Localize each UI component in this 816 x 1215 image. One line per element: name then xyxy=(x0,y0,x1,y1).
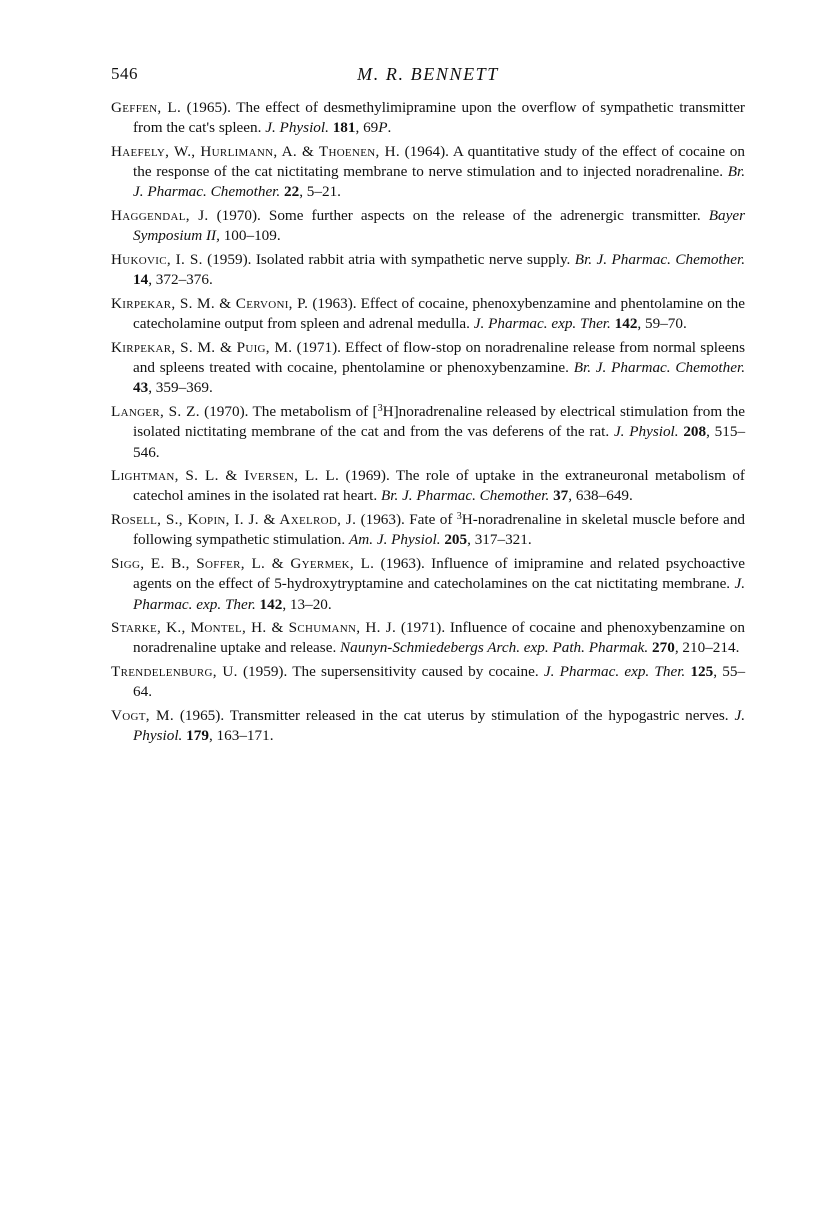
reference-authors: Langer, S. Z. xyxy=(111,402,200,420)
reference-entry: Rosell, S., Kopin, I. J. & Axelrod, J. (1963). Fate of $^3$H-noradrenaline in skeletal muscle before and following sympathetic stimulation. Am. J. Physiol. 205, 317–321. xyxy=(111,511,746,549)
reference-authors: Kirpekar, S. M. & Cervoni, P. xyxy=(111,294,309,312)
reference-authors: Starke, K., Montel, H. & Schumann, H. J. xyxy=(111,619,397,637)
reference-text: (1971). Influence of cocaine and phenoxybenzamine on noradrenaline uptake and release. xyxy=(133,619,745,657)
reference-text: (1964). A quantitative study of the effect of cocaine on the response of the cat nictitating membrane to nerve stimulation and to injected noradrenaline. xyxy=(133,142,745,181)
reference-text: H-noradrenaline in skeletal muscle before and following sympathetic stimulation. xyxy=(133,511,746,549)
reference-journal: Br. J. Pharmac. Chemother. xyxy=(574,250,746,268)
reference-volume: 125 xyxy=(690,662,714,680)
reference-entry: Langer, S. Z. (1970). The metabolism of [$^3$H]noradrenaline released by electrical stimulation from the isolated nictitating membrane of the cat and from the vas deferens of the rat. J. Physiol. 208, 515–546. xyxy=(111,402,746,461)
running-head: M. R. BENNETT xyxy=(357,64,499,84)
reference-entry: Lightman, S. L. & Iversen, L. L. (1969). The role of uptake in the extraneuronal metabolism of catechol amines in the isolated rat heart. Br. J. Pharmac. Chemother. 37, 638–649. xyxy=(111,467,745,505)
isotope-superscript: 3 xyxy=(456,511,462,523)
reference-journal: Br. J. Pharmac. Chemother. xyxy=(133,163,746,201)
reference-entry: Haefely, W., Hurlimann, A. & Thoenen, H. (1964). A quantitative study of the effect of cocaine on the response of the cat nictitating membrane to nerve stimulation and to injected noradrenaline. Br. J. Pharmac. Chemother. 22, 5–21. xyxy=(111,142,746,201)
reference-text: (1963). Influence of imipramine and related psychoactive agents on the effect of 5-hydroxytryptamine and catecholamines on the cat nictitating membrane. xyxy=(133,554,746,593)
reference-text-pre: (1970). The metabolism of [ xyxy=(204,402,378,420)
reference-entry: Kirpekar, S. M. & Cervoni, P. (1963). Effect of cocaine, phenoxybenzamine and phentolamine on the catecholamine output from spleen and adrenal medulla. J. Pharmac. exp. Ther. 142, 59–70. xyxy=(111,294,746,333)
reference-pages: 5–21. xyxy=(306,183,341,201)
reference-authors: Vogt, M. xyxy=(111,706,174,724)
page-header xyxy=(111,64,745,90)
reference-volume: 181 xyxy=(332,119,356,137)
reference-authors: Haefely, W., Hurlimann, A. & Thoenen, H. xyxy=(111,142,400,160)
reference-authors: Haggendal, J. xyxy=(111,207,209,225)
reference-pages: 100–109. xyxy=(223,227,281,245)
reference-volume: 22 xyxy=(284,183,300,201)
reference-volume: 179 xyxy=(186,727,209,745)
reference-entry: Starke, K., Montel, H. & Schumann, H. J. (1971). Influence of cocaine and phenoxybenzamine on noradrenaline uptake and release. Naunyn-Schmiedebergs Arch. exp. Path. Pharmak. 270, 210–214. xyxy=(111,619,745,657)
reference-entry xyxy=(111,206,745,247)
reference-journal: J. Pharmac. exp. Ther. xyxy=(133,575,745,613)
reference-authors: Lightman, S. L. & Iversen, L. L. xyxy=(111,467,340,485)
reference-authors: Trendelenburg, U. xyxy=(111,662,238,680)
reference-journal: Bayer Symposium II, xyxy=(133,207,745,245)
reference-entry: Geffen, L. (1965). The effect of desmethylimipramine upon the overflow of sympathetic transmitter from the cat's spleen. J. Physiol. 181, 69P. xyxy=(111,99,745,137)
reference-volume: 270 xyxy=(652,639,675,657)
reference-pages: 163–171. xyxy=(216,727,274,745)
reference-volume: 208 xyxy=(683,423,707,441)
reference-journal: J. Pharmac. exp. Ther. xyxy=(543,662,686,680)
reference-volume: 142 xyxy=(614,315,638,333)
reference-text: (1969). The role of uptake in the extraneuronal metabolism of catechol amines in the isolated rat heart. xyxy=(133,467,745,505)
reference-text: (1965). Transmitter released in the cat uterus by stimulation of the hypogastric nerves. xyxy=(179,706,729,724)
reference-authors: Kirpekar, S. M. & Puig, M. xyxy=(111,338,293,356)
reference-entry: Kirpekar, S. M. & Puig, M. (1971). Effect of flow-stop on noradrenaline release from normal spleens and spleens treated with cocaine, phentolamine or phenoxybenzamine. Br. J. Pharmac. Chemother. 43, 359–369. xyxy=(111,338,745,397)
reference-authors: Geffen, L. xyxy=(111,99,182,116)
reference-text: H]noradrenaline released by electrical stimulation from the isolated nictitating membrane of the cat and from the vas deferens of the rat. xyxy=(133,402,746,441)
reference-text: (1970). Some further aspects on the release of the adrenergic transmitter. xyxy=(216,207,701,225)
reference-pages: 69 xyxy=(363,119,379,137)
reference-authors: Rosell, S., Kopin, I. J. & Axelrod, J. xyxy=(111,511,357,529)
reference-volume: 142 xyxy=(259,595,283,613)
reference-pages: 515–546. xyxy=(133,423,746,461)
reference-entry: Sigg, E. B., Soffer, L. & Gyermek, L. (1963). Influence of imipramine and related psychoactive agents on the effect of 5-hydroxytryptamine and catecholamines on the cat nictitating membrane. J. Pharmac. exp. Ther. 142, 13–20. xyxy=(111,554,746,613)
reference-pages: 317–321. xyxy=(474,531,532,549)
reference-text: (1959). The supersensitivity caused by cocaine. xyxy=(242,662,539,680)
reference-pages: 638–649. xyxy=(575,487,633,505)
reference-authors: Sigg, E. B., Soffer, L. & Gyermek, L. xyxy=(111,554,375,572)
reference-text: (1965). The effect of desmethylimipramine upon the overflow of sympathetic transmitter from the cat's spleen. xyxy=(133,99,745,137)
reference-volume: 43 xyxy=(133,379,149,397)
reference-journal: Br. J. Pharmac. Chemother. xyxy=(573,359,745,377)
reference-entry: Hukovic, I. S. (1959). Isolated rabbit atria with sympathetic nerve supply. Br. J. Pharmac. Chemother. 14, 372–376. xyxy=(111,250,746,289)
reference-text-pre: (1963). Fate of xyxy=(360,511,457,529)
isotope-superscript: 3 xyxy=(377,402,383,414)
reference-journal: J. Pharmac. exp. Ther. xyxy=(473,315,611,333)
reference-journal: J. Physiol. xyxy=(613,423,679,441)
reference-text: (1963). Effect of cocaine, phenoxybenzamine and phentolamine on the catecholamine output from spleen and adrenal medulla. xyxy=(133,294,746,333)
reference-pages: 13–20. xyxy=(289,595,332,613)
reference-volume: 37 xyxy=(553,487,569,505)
reference-journal: J. Physiol. xyxy=(265,119,329,137)
reference-entry: Trendelenburg, U. (1959). The supersensitivity caused by cocaine. J. Pharmac. exp. Ther. 125, 55–64. xyxy=(111,662,746,701)
reference-text: (1971). Effect of flow-stop on noradrenaline release from normal spleens and spleens treated with cocaine, phentolamine or phenoxybenzamine. xyxy=(133,338,745,377)
reference-journal: Naunyn-Schmiedebergs Arch. exp. Path. Pharmak. xyxy=(340,639,649,657)
reference-entry: Vogt, M. (1965). Transmitter released in the cat uterus by stimulation of the hypogastric nerves. J. Physiol. 179, 163–171. xyxy=(111,706,745,745)
reference-pages: 359–369. xyxy=(155,379,213,397)
reference-page-suffix: P xyxy=(378,119,388,137)
reference-authors: Hukovic, I. S. xyxy=(111,250,203,268)
reference-journal: Br. J. Pharmac. Chemother. xyxy=(380,487,550,505)
reference-pages: 372–376. xyxy=(155,271,213,289)
reference-tail: . xyxy=(387,119,392,137)
reference-pages: 55–64. xyxy=(133,662,746,701)
reference-journal: J. Physiol. xyxy=(133,706,745,745)
reference-volume: 205 xyxy=(444,531,468,549)
reference-list xyxy=(111,98,745,750)
reference-pages: 210–214. xyxy=(682,639,740,657)
page-number: 546 xyxy=(111,64,138,83)
reference-journal: Am. J. Physiol. xyxy=(348,531,441,549)
reference-text: (1959). Isolated rabbit atria with sympathetic nerve supply. xyxy=(207,250,571,268)
reference-pages: 59–70. xyxy=(645,315,687,333)
reference-volume: 14 xyxy=(133,271,149,289)
